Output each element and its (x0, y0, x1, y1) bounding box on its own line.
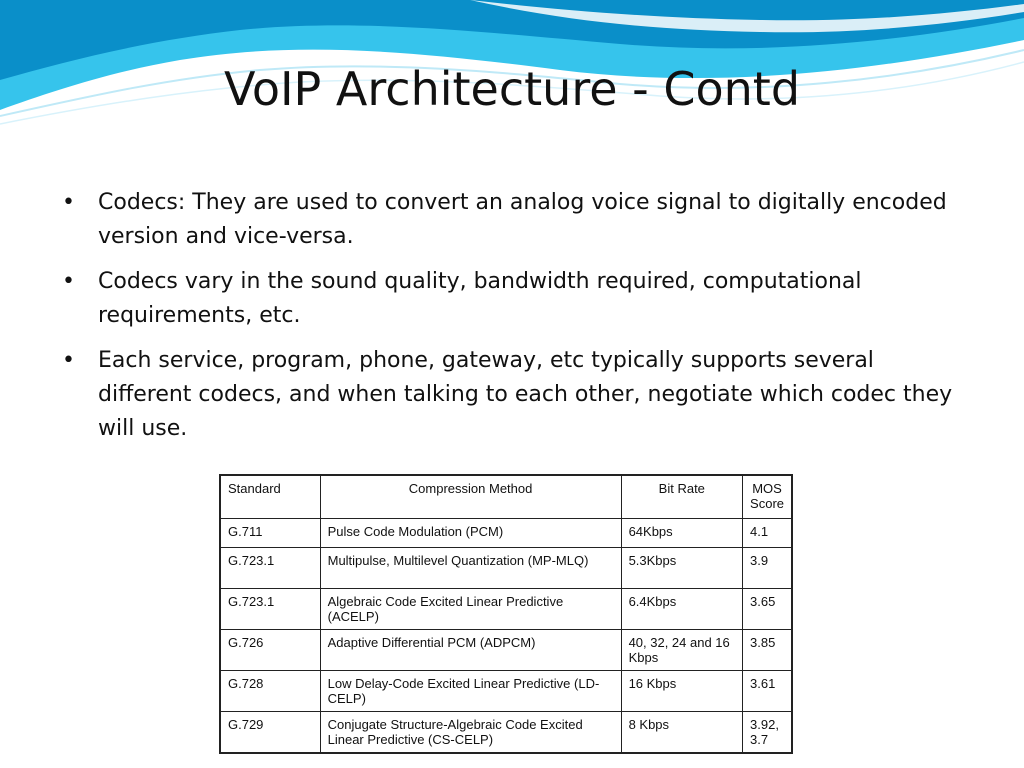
bullet-text: Codecs: They are used to convert an analog voice signal to digitally encoded version and vice-versa. (98, 190, 947, 249)
cell-mos: 3.9 (743, 548, 792, 589)
cell-mos: 3.65 (743, 589, 792, 630)
table-row (220, 671, 792, 712)
header-compression-method: Compression Method (320, 475, 621, 519)
cell-standard: G.723.1 (220, 548, 320, 589)
bullet-item (62, 265, 962, 333)
cell-standard: G.711 (220, 519, 320, 548)
cell-standard: G.729 (220, 712, 320, 754)
cell-bitrate: 5.3Kbps (621, 548, 742, 589)
cell-bitrate: 64Kbps (621, 519, 742, 548)
cell-bitrate: 6.4Kbps (621, 589, 742, 630)
table-row (220, 630, 792, 671)
bullet-icon: • (62, 190, 75, 215)
cell-method: Adaptive Differential PCM (ADPCM) (320, 630, 621, 671)
bullet-item (62, 186, 962, 254)
table-row (220, 548, 792, 589)
cell-mos: 3.92, 3.7 (743, 712, 792, 754)
bullet-list (62, 186, 962, 457)
cell-mos: 3.61 (743, 671, 792, 712)
cell-bitrate: 8 Kbps (621, 712, 742, 754)
header-bit-rate: Bit Rate (621, 475, 742, 519)
cell-method: Multipulse, Multilevel Quantization (MP-MLQ) (320, 548, 621, 589)
cell-bitrate: 40, 32, 24 and 16 Kbps (621, 630, 742, 671)
bullet-item (62, 344, 962, 446)
header-mos-score: MOS Score (743, 475, 792, 519)
table-row (220, 589, 792, 630)
table-row (220, 519, 792, 548)
header-standard: Standard (220, 475, 320, 519)
cell-method: Pulse Code Modulation (PCM) (320, 519, 621, 548)
cell-method: Low Delay-Code Excited Linear Predictive (LD-CELP) (320, 671, 621, 712)
cell-standard: G.726 (220, 630, 320, 671)
table-row (220, 712, 792, 754)
cell-mos: 4.1 (743, 519, 792, 548)
cell-standard: G.723.1 (220, 589, 320, 630)
cell-mos: 3.85 (743, 630, 792, 671)
bullet-icon: • (62, 348, 75, 373)
cell-method: Algebraic Code Excited Linear Predictive (ACELP) (320, 589, 621, 630)
bullet-icon: • (62, 269, 75, 294)
codec-table (219, 474, 793, 754)
slide-title: VoIP Architecture - Contd (223, 62, 801, 116)
table-header-row (220, 475, 792, 519)
cell-bitrate: 16 Kbps (621, 671, 742, 712)
cell-standard: G.728 (220, 671, 320, 712)
cell-method: Conjugate Structure-Algebraic Code Excited Linear Predictive (CS-CELP) (320, 712, 621, 754)
bullet-text: Each service, program, phone, gateway, etc typically supports several different codecs, and when talking to each other, negotiate which codec they will use. (98, 348, 953, 441)
bullet-text: Codecs vary in the sound quality, bandwidth required, computational requirements, etc. (98, 269, 862, 328)
